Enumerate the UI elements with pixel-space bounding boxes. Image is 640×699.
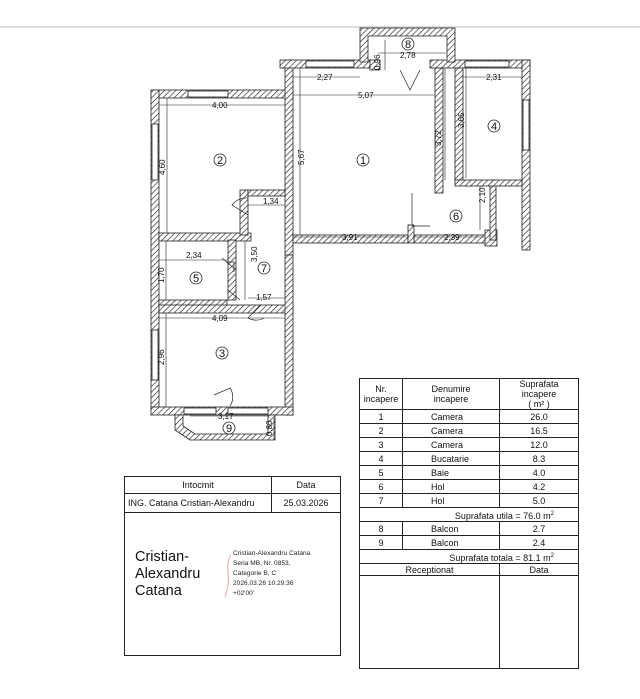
- cell-area: 5.0: [500, 494, 579, 508]
- cell-name: Camera: [403, 438, 500, 452]
- cell-area: 2.4: [500, 536, 579, 550]
- table-row: [360, 452, 579, 466]
- dim-label: 1,34: [263, 197, 279, 206]
- signature-detail-line: +02'00': [233, 590, 255, 597]
- signature-detail-line: Categorie B, C: [233, 570, 277, 577]
- sig-block-row: [125, 513, 341, 656]
- signature-name: [135, 549, 200, 600]
- cell-name: Bucatarie: [403, 452, 500, 466]
- unit-superscript: 2: [550, 552, 554, 559]
- signature-detail-line: Seria MB, Nr. 0853,: [233, 560, 291, 567]
- cell-name: Camera: [403, 410, 500, 424]
- dim-label: 4,60: [158, 159, 167, 175]
- room-number-7: 7: [260, 263, 268, 275]
- document-date: 25.03.2026: [272, 494, 341, 513]
- digital-signature: [125, 513, 341, 656]
- dim-label: 2,31: [486, 73, 502, 82]
- cell-name: Balcon: [403, 536, 500, 550]
- usable-area-value: 76.0 m: [523, 510, 551, 521]
- cell-nr: 9: [360, 536, 403, 550]
- reception-header-row: [360, 564, 579, 576]
- dim-label: 0,80: [265, 420, 274, 436]
- room-number-4: 4: [490, 121, 498, 133]
- cell-area: 26.0: [500, 410, 579, 424]
- cell-name: Balcon: [403, 522, 500, 536]
- dim-label: 4,09: [212, 314, 228, 323]
- engineer-name: ING. Catana Cristian-Alexandru: [125, 494, 272, 513]
- cell-area: 4.0: [500, 466, 579, 480]
- reception-sign-cell: [360, 576, 500, 669]
- dim-label: 3,50: [250, 246, 259, 262]
- cell-nr: 1: [360, 410, 403, 424]
- signature-name-line: Cristian-: [135, 549, 189, 565]
- signature-name-line: Catana: [135, 583, 182, 599]
- room-number-1: 1: [359, 155, 367, 167]
- dim-label: 3,17: [218, 412, 234, 421]
- table-row: [360, 522, 579, 536]
- cell-nr: 3: [360, 438, 403, 452]
- intocmit-label: Intocmit: [125, 477, 272, 494]
- table-header-row: [360, 379, 579, 410]
- room-number-3: 3: [218, 348, 226, 360]
- cell-nr: 6: [360, 480, 403, 494]
- dim-label: 2,78: [400, 51, 416, 60]
- cell-area: 16.5: [500, 424, 579, 438]
- total-area-cell: [360, 550, 579, 564]
- table-row: [360, 438, 579, 452]
- total-area-row: [360, 550, 579, 564]
- signature-name-line: Alexandru: [135, 566, 201, 582]
- sig-name-row: [125, 494, 341, 513]
- usable-area-cell: [360, 508, 579, 522]
- reception-sign-row: [360, 576, 579, 669]
- data-label: Data: [272, 477, 341, 494]
- cell-name: Hol: [403, 480, 500, 494]
- table-row: [360, 424, 579, 438]
- signature-details: [233, 549, 310, 599]
- cell-name: Baie: [403, 466, 500, 480]
- signature-table: [124, 476, 341, 656]
- dim-label: 3,65: [457, 112, 466, 128]
- unit-superscript: 2: [550, 510, 554, 517]
- cell-area: 8.3: [500, 452, 579, 466]
- usable-area-row: [360, 508, 579, 522]
- total-area-label: Suprafata totala =: [449, 552, 524, 563]
- dim-label: 4,00: [212, 101, 228, 110]
- signature-detail-line: Cristian-Alexandru Catana: [233, 550, 311, 557]
- cell-area: 2.7: [500, 522, 579, 536]
- dim-label: 1,70: [157, 267, 166, 283]
- dim-label: 2,96: [157, 349, 166, 365]
- cell-nr: 4: [360, 452, 403, 466]
- dim-label: 3,72: [434, 130, 443, 146]
- room-number-8: 8: [404, 39, 412, 51]
- reception-data-label: Data: [500, 564, 579, 576]
- header-area: Suprafata incapere ( m² ): [500, 379, 579, 410]
- sig-header-row: [125, 477, 341, 494]
- table-row: [360, 494, 579, 508]
- room-number-9: 9: [225, 423, 233, 435]
- room-number-2: 2: [216, 155, 224, 167]
- dim-label: 1,57: [256, 293, 272, 302]
- signature-detail-line: 2026.03.26 10:29:36: [233, 580, 294, 587]
- room-number-6: 6: [452, 211, 460, 223]
- cell-nr: 2: [360, 424, 403, 438]
- room-number-5: 5: [192, 273, 200, 285]
- room-area-table: [359, 378, 579, 669]
- cell-name: Camera: [403, 424, 500, 438]
- table-row: [360, 536, 579, 550]
- cell-nr: 7: [360, 494, 403, 508]
- dim-label: 5,07: [358, 91, 374, 100]
- table-row: [360, 480, 579, 494]
- dim-label: 5,67: [297, 149, 306, 165]
- table-row: [360, 466, 579, 480]
- header-nr: Nr. incapere: [360, 379, 403, 410]
- cell-nr: 5: [360, 466, 403, 480]
- dim-label: 2,39: [444, 233, 460, 242]
- total-area-value: 81.1 m: [523, 552, 551, 563]
- table-row: [360, 410, 579, 424]
- dim-label: 0,96: [373, 54, 382, 70]
- dim-label: 2,10: [478, 187, 487, 203]
- receptionat-label: Receptionat: [360, 564, 500, 576]
- dim-label: 3,91: [342, 233, 358, 242]
- dim-label: 2,34: [186, 251, 202, 260]
- cell-nr: 8: [360, 522, 403, 536]
- cell-area: 4.2: [500, 480, 579, 494]
- dim-label: 2,27: [317, 73, 333, 82]
- cell-area: 12.0: [500, 438, 579, 452]
- cell-name: Hol: [403, 494, 500, 508]
- header-name: Denumire incapere: [403, 379, 500, 410]
- usable-area-label: Suprafata utila =: [454, 510, 524, 521]
- reception-date-cell: [500, 576, 579, 669]
